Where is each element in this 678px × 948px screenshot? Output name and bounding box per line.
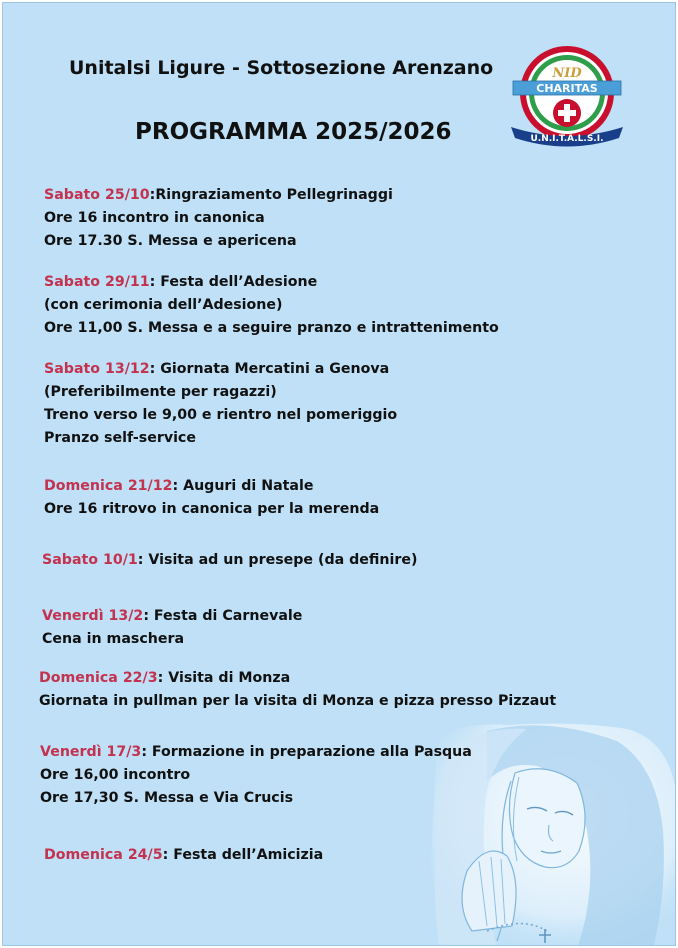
- event-detail: (Preferibilmente per ragazzi): [44, 384, 277, 400]
- event-detail: Ore 16 incontro in canonica: [44, 210, 265, 226]
- event-detail: Treno verso le 9,00 e rientro nel pomeriggio: [44, 407, 398, 423]
- event-date: Sabato 25/10: [44, 187, 150, 203]
- event-date: Domenica 22/3: [39, 670, 158, 686]
- event-title: : Giornata Mercatini a Genova: [149, 361, 390, 377]
- event-item: [40, 741, 472, 810]
- event-title: : Auguri di Natale: [172, 478, 314, 494]
- event-item: [44, 844, 323, 867]
- event-detail: Ore 16 ritrovo in canonica per la merenda: [44, 501, 380, 517]
- logo-banner-text: U.N.I.T.A.L.S.I.: [530, 134, 604, 144]
- event-title: : Festa di Carnevale: [143, 608, 303, 624]
- event-date: Sabato 13/12: [44, 361, 150, 377]
- event-date: Domenica 21/12: [44, 478, 173, 494]
- event-item: [44, 271, 499, 340]
- event-date: Sabato 10/1: [42, 552, 138, 568]
- event-title: :Ringraziamento Pellegrinaggi: [149, 187, 393, 203]
- header-title: Unitalsi Ligure - Sottosezione Arenzano: [69, 57, 494, 79]
- event-detail: (con cerimonia dell’Adesione): [44, 297, 283, 313]
- logo-ribbon-text: CHARITAS: [536, 82, 598, 95]
- event-detail: Ore 16,00 incontro: [40, 767, 191, 783]
- unitalsi-logo: [509, 41, 625, 147]
- event-detail: Giornata in pullman per la visita di Monza e pizza presso Pizzaut: [39, 693, 557, 709]
- program-title: PROGRAMMA 2025/2026: [135, 119, 452, 145]
- event-item: [42, 605, 302, 651]
- event-title: : Visita ad un presepe (da definire): [137, 552, 418, 568]
- event-date: Venerdì 17/3: [40, 744, 142, 760]
- event-item: [44, 184, 393, 253]
- logo-monogram: NID: [552, 66, 582, 81]
- event-date: Venerdì 13/2: [42, 608, 144, 624]
- event-detail: Pranzo self-service: [44, 430, 196, 446]
- event-date: Sabato 29/11: [44, 274, 150, 290]
- event-detail: Ore 17.30 S. Messa e apericena: [44, 233, 297, 249]
- event-title: : Festa dell’Adesione: [149, 274, 318, 290]
- event-item: [44, 358, 397, 450]
- event-title: : Festa dell’Amicizia: [162, 847, 324, 863]
- event-detail: Ore 17,30 S. Messa e Via Crucis: [40, 790, 294, 806]
- event-item: [39, 667, 556, 713]
- event-title: : Formazione in preparazione alla Pasqua: [141, 744, 472, 760]
- event-item: [44, 475, 379, 521]
- event-item: [42, 549, 418, 572]
- program-flyer: [2, 2, 676, 946]
- event-title: : Visita di Monza: [157, 670, 291, 686]
- event-date: Domenica 24/5: [44, 847, 163, 863]
- event-detail: Ore 11,00 S. Messa e a seguire pranzo e intrattenimento: [44, 320, 499, 336]
- event-detail: Cena in maschera: [42, 631, 185, 647]
